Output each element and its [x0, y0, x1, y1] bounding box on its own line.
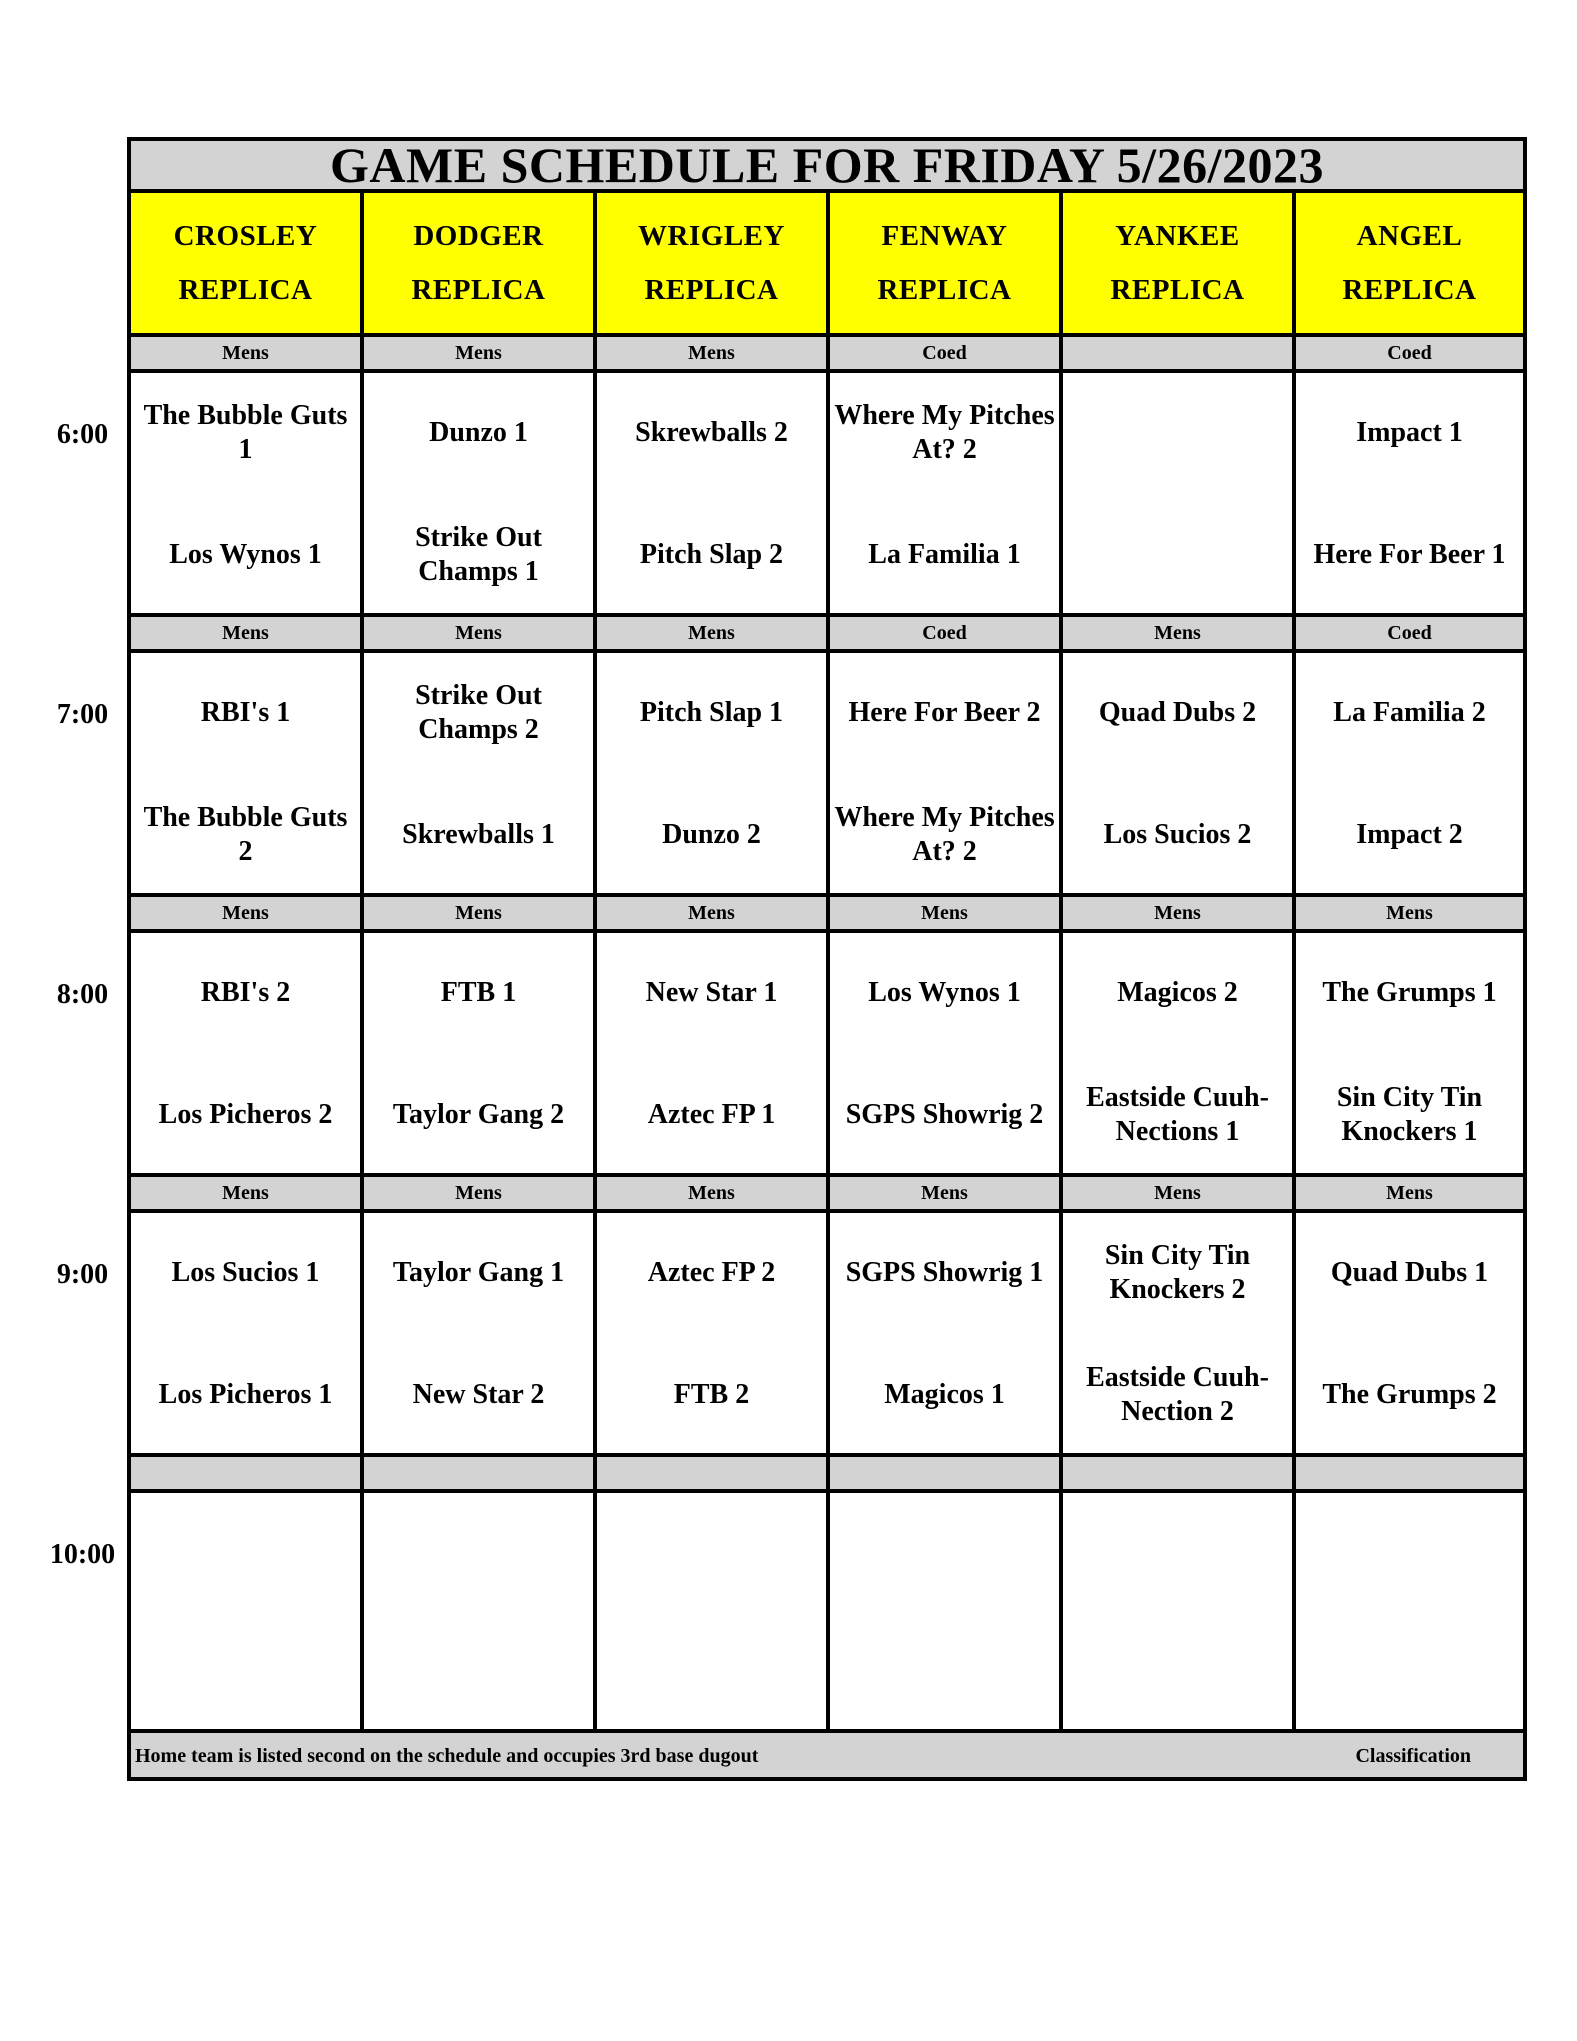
game-cell — [1296, 933, 1523, 1177]
classification-label: Coed — [1296, 337, 1523, 373]
away-team: Pitch Slap 1 — [639, 697, 784, 728]
game-cell — [597, 373, 826, 617]
classification-label: Coed — [1296, 617, 1523, 653]
field-column-angel — [1296, 193, 1523, 1777]
classification-label: Mens — [364, 337, 593, 373]
field-column-crosley — [131, 193, 364, 1777]
home-team: Here For Beer 1 — [1313, 539, 1506, 570]
field-name: FENWAY — [881, 220, 1008, 252]
home-team-note: Home team is listed second on the schedule and occupies 3rd base dugout — [135, 1745, 759, 1767]
home-team: Los Picheros 1 — [158, 1379, 333, 1410]
schedule-footer — [131, 1729, 1523, 1777]
home-team: Eastside Cuuh-Nections 1 — [1086, 1082, 1269, 1147]
classification-label: Mens — [597, 1177, 826, 1213]
classification-label: Mens — [1296, 897, 1523, 933]
home-team: Dunzo 2 — [662, 819, 761, 850]
classification-label: Mens — [364, 1177, 593, 1213]
classification-label: Mens — [597, 337, 826, 373]
home-team: La Familia 1 — [868, 539, 1021, 570]
game-cell — [1296, 1493, 1523, 1737]
field-name: CROSLEY — [173, 220, 318, 252]
game-cell — [1063, 933, 1292, 1177]
away-team: Taylor Gang 1 — [392, 1257, 565, 1288]
field-type: REPLICA — [178, 274, 313, 306]
home-team — [368, 1627, 589, 1723]
away-team: La Familia 2 — [1333, 697, 1486, 728]
away-team: The Bubble Guts 1 — [143, 400, 348, 465]
away-team: SGPS Showrig 1 — [845, 1257, 1044, 1288]
away-team: Sin City Tin Knockers 2 — [1104, 1240, 1251, 1305]
classification-legend: Classification — [1355, 1745, 1471, 1767]
home-team: Taylor Gang 2 — [392, 1099, 565, 1130]
away-team: Here For Beer 2 — [848, 697, 1041, 728]
field-name: YANKEE — [1115, 220, 1240, 252]
game-cell — [597, 653, 826, 897]
away-team: Skrewballs 2 — [635, 417, 788, 448]
classification-label — [364, 1457, 593, 1493]
game-cell — [1063, 653, 1292, 897]
away-team: Dunzo 1 — [429, 417, 528, 448]
game-cell — [364, 1493, 593, 1737]
field-header — [364, 193, 593, 337]
field-type: REPLICA — [644, 274, 779, 306]
away-team: Quad Dubs 1 — [1330, 1257, 1489, 1288]
home-team: Strike Out Champs 1 — [415, 522, 542, 587]
home-team — [1300, 1627, 1519, 1723]
field-column-fenway — [830, 193, 1063, 1777]
classification-label: Mens — [131, 337, 360, 373]
away-team: FTB 1 — [440, 977, 517, 1008]
classification-label: Mens — [1063, 897, 1292, 933]
field-header — [131, 193, 360, 337]
classification-label — [131, 1457, 360, 1493]
classification-label: Mens — [597, 897, 826, 933]
time-label: 10:00 — [49, 1539, 116, 1570]
away-team: New Star 1 — [645, 977, 778, 1008]
classification-label: Coed — [830, 337, 1059, 373]
field-header — [1296, 193, 1523, 337]
away-team — [368, 1505, 589, 1601]
away-team: Aztec FP 2 — [647, 1257, 776, 1288]
home-team: The Grumps 2 — [1322, 1379, 1497, 1410]
classification-label: Mens — [1063, 1177, 1292, 1213]
classification-label — [1296, 1457, 1523, 1493]
away-team — [834, 1505, 1055, 1601]
time-label: 7:00 — [56, 699, 109, 730]
away-team — [135, 1505, 356, 1601]
classification-label: Mens — [364, 897, 593, 933]
home-team: Los Picheros 2 — [158, 1099, 333, 1130]
field-type: REPLICA — [1110, 274, 1245, 306]
game-cell — [1063, 1213, 1292, 1457]
time-label: 6:00 — [56, 419, 109, 450]
game-cell — [830, 1213, 1059, 1457]
home-team: Aztec FP 1 — [647, 1099, 776, 1130]
home-team — [834, 1627, 1055, 1723]
field-name: WRIGLEY — [638, 220, 785, 252]
home-team: New Star 2 — [412, 1379, 545, 1410]
field-header — [1063, 193, 1292, 337]
game-cell — [830, 653, 1059, 897]
field-column-yankee — [1063, 193, 1296, 1777]
away-team: RBI's 2 — [200, 977, 291, 1008]
game-cell — [597, 1213, 826, 1457]
game-cell — [830, 933, 1059, 1177]
home-team: FTB 2 — [673, 1379, 750, 1410]
game-cell — [131, 933, 360, 1177]
home-team: The Bubble Guts 2 — [143, 802, 348, 867]
field-type: REPLICA — [411, 274, 546, 306]
field-header — [597, 193, 826, 337]
schedule-sheet — [127, 137, 1527, 1781]
away-team: Strike Out Champs 2 — [415, 680, 542, 745]
game-cell — [1296, 1213, 1523, 1457]
classification-label — [1063, 337, 1292, 373]
classification-label: Coed — [830, 617, 1059, 653]
home-team — [135, 1627, 356, 1723]
classification-label — [597, 1457, 826, 1493]
away-team: Where My Pitches At? 2 — [834, 400, 1055, 465]
home-team: Los Sucios 2 — [1103, 819, 1252, 850]
classification-label: Mens — [597, 617, 826, 653]
field-name: ANGEL — [1356, 220, 1463, 252]
game-cell — [131, 373, 360, 617]
classification-label: Mens — [1063, 617, 1292, 653]
away-team: Los Sucios 1 — [171, 1257, 320, 1288]
away-team: Impact 1 — [1356, 417, 1463, 448]
classification-label: Mens — [131, 1177, 360, 1213]
home-team — [1067, 507, 1288, 603]
schedule-title: GAME SCHEDULE FOR FRIDAY 5/26/2023 — [131, 141, 1523, 193]
game-cell — [1296, 373, 1523, 617]
game-cell — [1063, 373, 1292, 617]
away-team: Los Wynos 1 — [868, 977, 1021, 1008]
home-team: Eastside Cuuh-Nection 2 — [1086, 1362, 1269, 1427]
home-team: SGPS Showrig 2 — [845, 1099, 1044, 1130]
classification-label: Mens — [830, 1177, 1059, 1213]
away-team — [1067, 1505, 1288, 1601]
classification-label: Mens — [131, 617, 360, 653]
game-cell — [597, 933, 826, 1177]
classification-label: Mens — [1296, 1177, 1523, 1213]
field-name: DODGER — [413, 220, 544, 252]
game-cell — [131, 1493, 360, 1737]
away-team: Quad Dubs 2 — [1098, 697, 1257, 728]
game-cell — [1296, 653, 1523, 897]
time-label: 8:00 — [56, 979, 109, 1010]
away-team: The Grumps 1 — [1322, 977, 1497, 1008]
game-cell — [131, 1213, 360, 1457]
home-team: Los Wynos 1 — [169, 539, 322, 570]
home-team: Pitch Slap 2 — [639, 539, 784, 570]
game-cell — [364, 933, 593, 1177]
classification-label — [830, 1457, 1059, 1493]
game-cell — [364, 653, 593, 897]
home-team: Impact 2 — [1356, 819, 1463, 850]
classification-label: Mens — [131, 897, 360, 933]
home-team — [601, 1627, 822, 1723]
field-column-dodger — [364, 193, 597, 1777]
away-team: Magicos 2 — [1117, 977, 1238, 1008]
game-cell — [364, 1213, 593, 1457]
home-team — [1067, 1627, 1288, 1723]
schedule-grid — [131, 193, 1523, 1777]
game-cell — [1063, 1493, 1292, 1737]
classification-label: Mens — [830, 897, 1059, 933]
field-type: REPLICA — [877, 274, 1012, 306]
game-cell — [830, 1493, 1059, 1737]
classification-label: Mens — [364, 617, 593, 653]
home-team: Magicos 1 — [884, 1379, 1005, 1410]
time-label: 9:00 — [56, 1259, 109, 1290]
game-cell — [131, 653, 360, 897]
field-header — [830, 193, 1059, 337]
classification-label — [1063, 1457, 1292, 1493]
field-type: REPLICA — [1342, 274, 1477, 306]
away-team — [1300, 1505, 1519, 1601]
field-column-wrigley — [597, 193, 830, 1777]
away-team — [1067, 385, 1288, 481]
away-team — [601, 1505, 822, 1601]
home-team: Sin City Tin Knockers 1 — [1336, 1082, 1483, 1147]
home-team: Where My Pitches At? 2 — [834, 802, 1055, 867]
game-cell — [830, 373, 1059, 617]
game-cell — [597, 1493, 826, 1737]
away-team: RBI's 1 — [200, 697, 291, 728]
game-cell — [364, 373, 593, 617]
home-team: Skrewballs 1 — [402, 819, 555, 850]
